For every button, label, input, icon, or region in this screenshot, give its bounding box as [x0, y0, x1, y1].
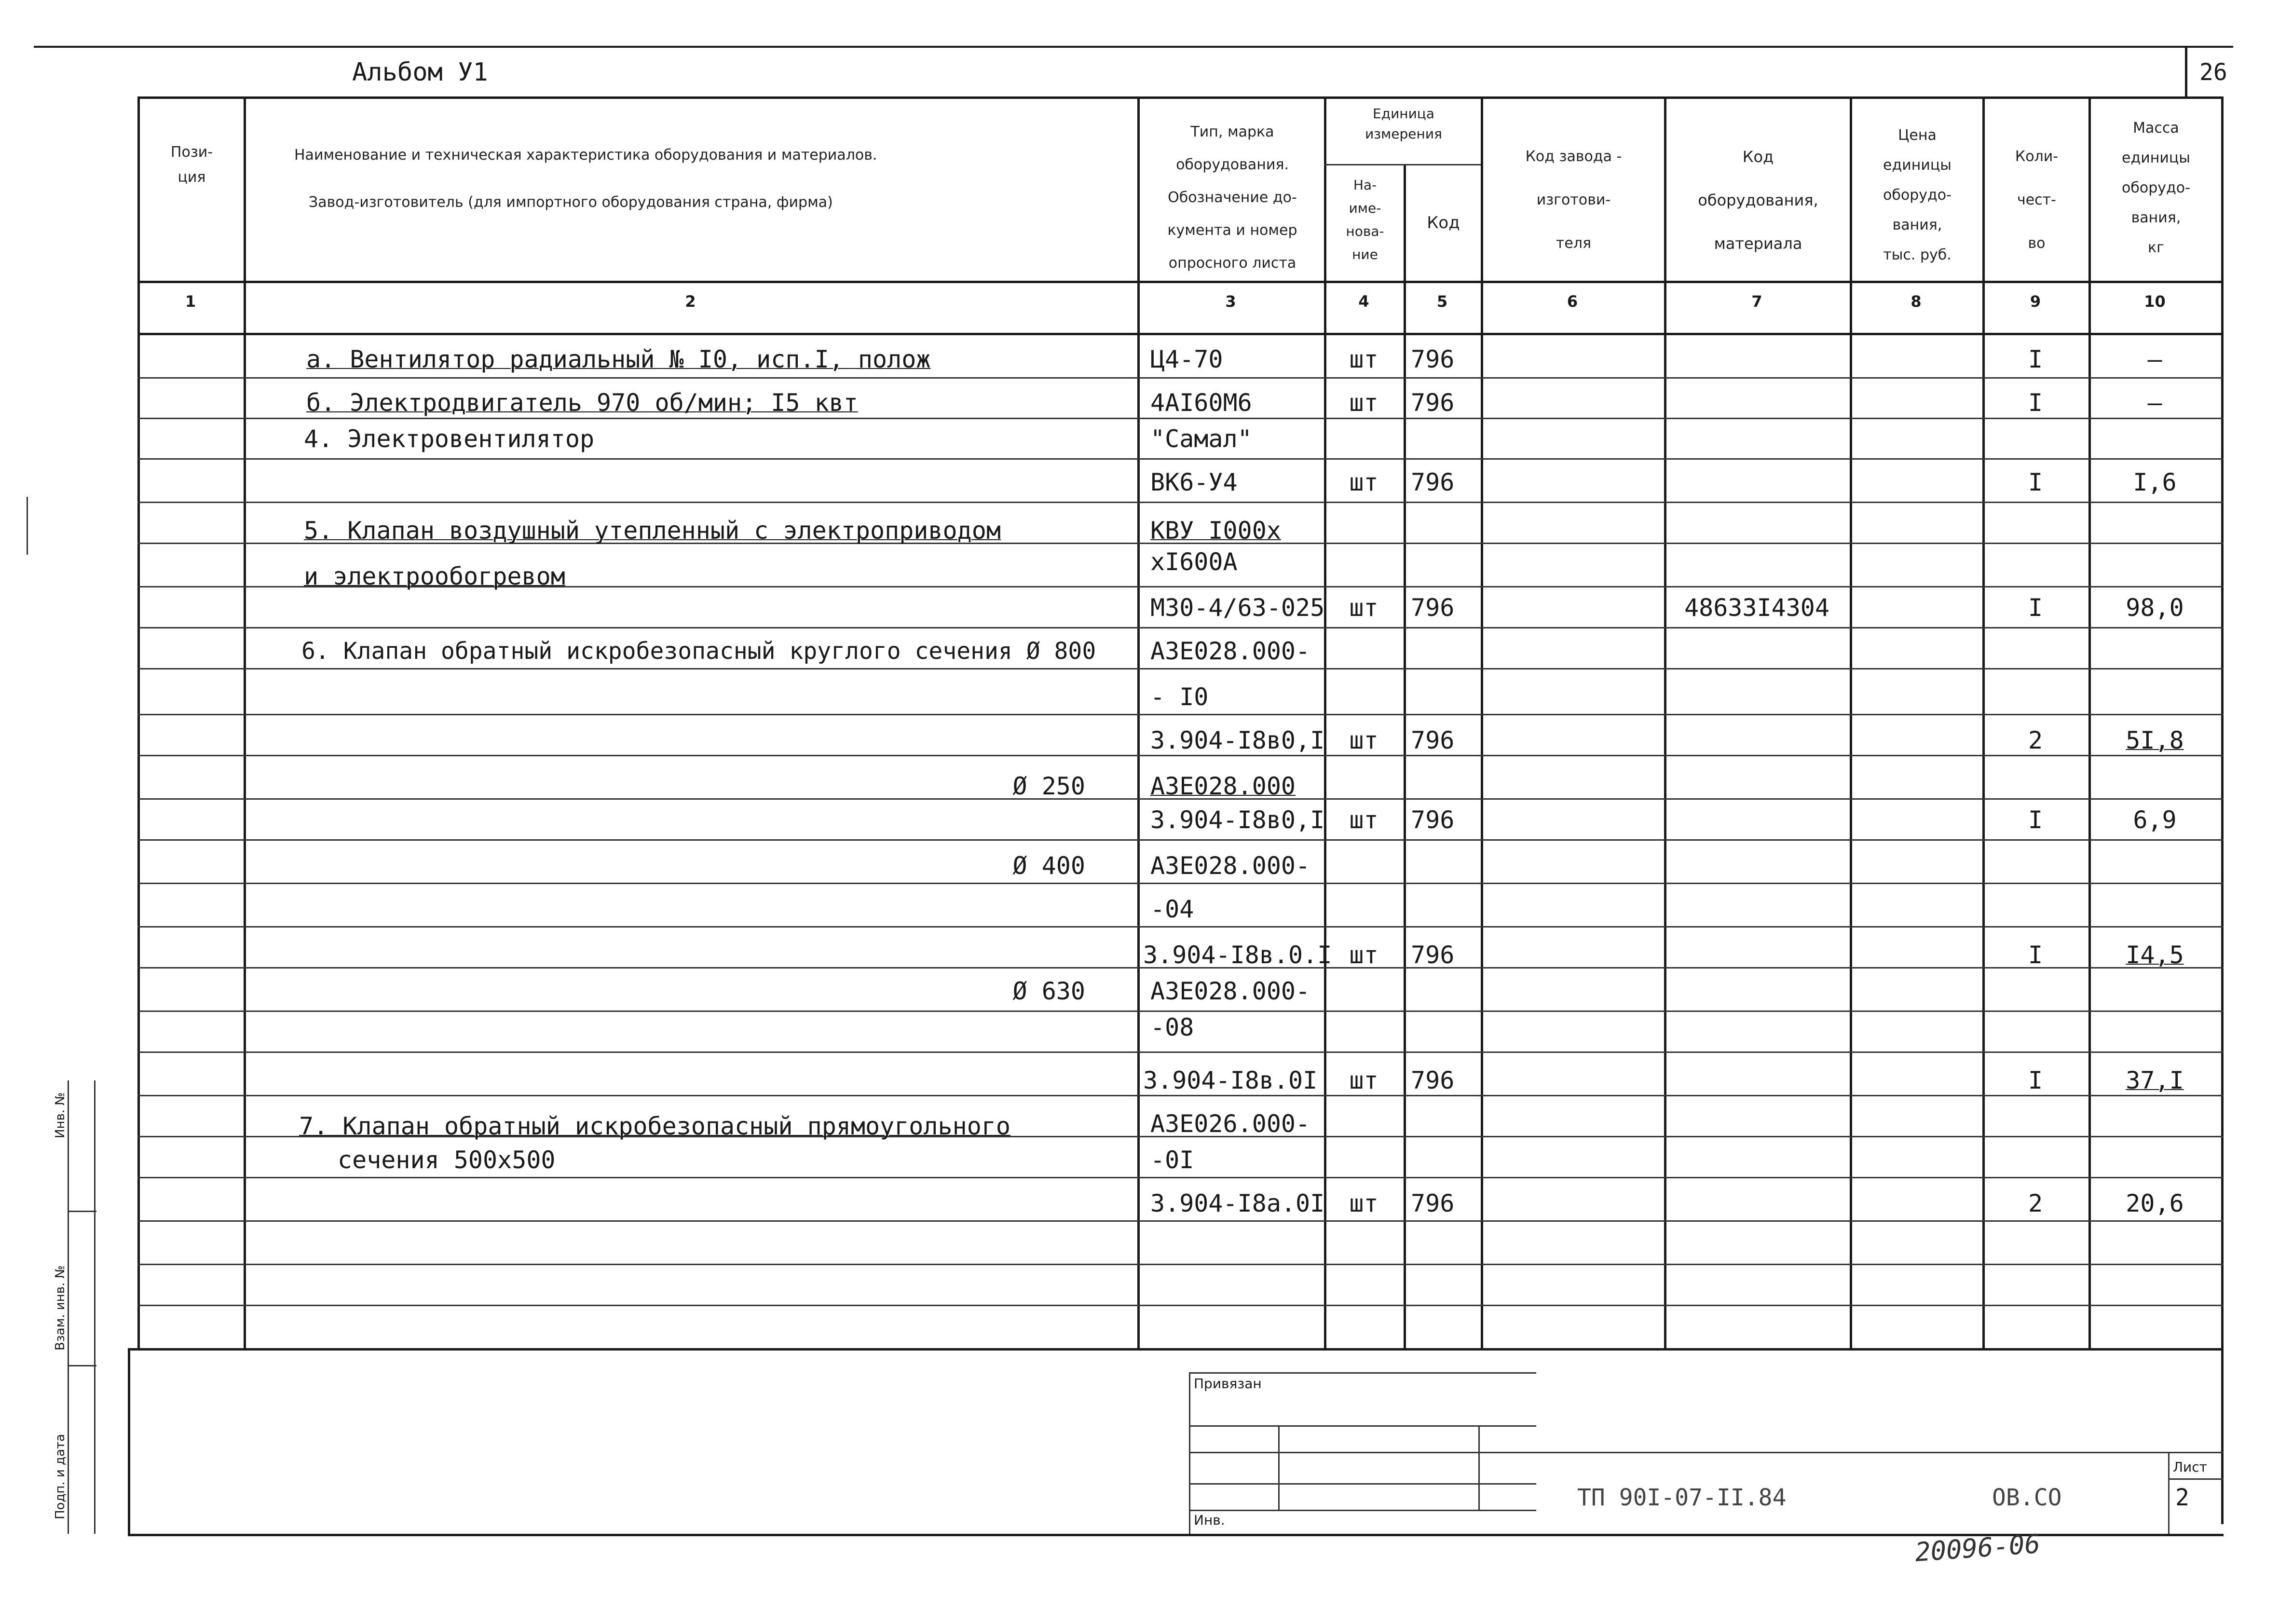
row-type: 4АI60М6 — [1150, 389, 1252, 417]
unit-group-divider — [1324, 164, 1481, 165]
row-qty: I — [2028, 941, 2043, 969]
stamp-vline — [1278, 1425, 1280, 1510]
row-code: 796 — [1411, 806, 1455, 834]
row-qty: I — [2028, 594, 2043, 622]
sheet-label: Лист — [2173, 1459, 2207, 1475]
row-type: 3.904-I8в.0.I — [1143, 941, 1332, 969]
margin-divider — [68, 1365, 96, 1366]
row-qty: I — [2028, 345, 2043, 373]
margin-inv-label: Инв. № — [53, 1092, 68, 1138]
row-qty: 2 — [2028, 726, 2043, 754]
row-unit: шт — [1349, 806, 1378, 834]
row-type: 3.904-I8в.0I — [1143, 1066, 1318, 1094]
row-line — [137, 668, 2224, 669]
row-qty: I — [2028, 1066, 2043, 1094]
stamp-docline — [1536, 1452, 2224, 1453]
row-type: ВК6-У4 — [1150, 468, 1238, 496]
col-line-0 — [137, 96, 140, 1348]
colnum-9: 9 — [2030, 292, 2041, 311]
col-line-6 — [1664, 96, 1666, 1348]
row-qty: I — [2028, 468, 2043, 496]
margin-divider — [68, 1211, 96, 1212]
row-line — [137, 1010, 2224, 1012]
colnum-2: 2 — [685, 292, 696, 311]
margin-line — [94, 1080, 96, 1534]
header-position: Пози- ция — [170, 144, 213, 186]
row-unit: шт — [1349, 594, 1378, 622]
row-name: 5. Клапан воздушный утепленный с электроприводом — [304, 517, 1001, 545]
col-line-2 — [1137, 96, 1140, 1348]
col-line-7 — [1850, 96, 1852, 1348]
row-unit: шт — [1349, 1189, 1378, 1217]
row-code: 796 — [1411, 1066, 1455, 1094]
row-line — [137, 883, 2224, 884]
colnum-3: 3 — [1225, 292, 1236, 311]
row-type: -0I — [1150, 1146, 1194, 1174]
row-line — [137, 458, 2224, 460]
header-unit-group: Единица измерения — [1365, 106, 1442, 142]
page-number: 26 — [2199, 59, 2227, 86]
row-type: А3Е026.000- — [1150, 1110, 1310, 1138]
row-name: 6. Клапан обратный искробезопасный круглого сечения Ø 800 — [301, 638, 1096, 665]
header-quantity: Коли- чест- во — [2015, 148, 2059, 252]
colnum-10: 10 — [2144, 292, 2166, 311]
row-type: хI600А — [1150, 548, 1238, 576]
row-name: и электрообогревом — [304, 562, 565, 590]
stamp-bottom-border — [128, 1534, 2224, 1536]
archive-number: 20096-06 — [1914, 1528, 2041, 1568]
row-qty: 2 — [2028, 1189, 2043, 1217]
row-line — [137, 1305, 2224, 1306]
row-line — [137, 839, 2224, 841]
row-line — [137, 1220, 2224, 1222]
section-code: ОВ.СО — [1992, 1484, 2062, 1511]
row-type: -04 — [1150, 895, 1194, 923]
doc-code: ТП 90I-07-II.84 — [1577, 1484, 1787, 1511]
header-plant-code: Код завода - изготови- теля — [1525, 148, 1622, 252]
row-type: 3.904-I8а.0I — [1150, 1189, 1325, 1217]
col-line-1 — [244, 96, 246, 1348]
row-type: - I0 — [1150, 683, 1209, 711]
row-line — [137, 755, 2224, 756]
row-type: КВУ I000х — [1150, 517, 1281, 545]
stamp-vline — [1189, 1372, 1190, 1534]
header-mass: Масса единицы оборудо- вания, кг — [2122, 120, 2190, 256]
margin-sign-label: Подп. и дата — [53, 1433, 68, 1519]
header-type: Тип, марка оборудования. Обозначение до- кумента и номер опросного листа — [1167, 123, 1297, 272]
col-line-5 — [1481, 96, 1483, 1348]
row-line — [137, 1264, 2224, 1265]
row-type: 3.904-I8в0,I — [1150, 806, 1325, 834]
row-mass: 37,I — [2126, 1066, 2184, 1094]
table-bottom-border — [128, 1348, 2224, 1351]
row-mass: 5I,8 — [2126, 726, 2184, 754]
row-unit: шт — [1349, 345, 1378, 373]
row-name: сечения 500х500 — [338, 1146, 556, 1174]
row-mass: – — [2147, 345, 2162, 373]
stamp-line — [1189, 1452, 1536, 1453]
row-mass: – — [2147, 389, 2162, 417]
row-unit: шт — [1349, 389, 1378, 417]
row-line — [137, 714, 2224, 715]
row-type: А3Е028.000- — [1150, 637, 1310, 665]
margin-orig-label: Взам. инв. № — [53, 1265, 68, 1351]
row-line — [137, 418, 2224, 419]
row-line — [137, 1177, 2224, 1178]
stamp-line — [1189, 1510, 1536, 1511]
row-name: Ø 400 — [1012, 852, 1085, 880]
col-line-9 — [2088, 96, 2091, 1348]
stamp-line — [1189, 1372, 1536, 1374]
sheet-box-line — [2168, 1452, 2170, 1534]
sheet-number: 2 — [2175, 1484, 2189, 1511]
col-line-8 — [1982, 96, 1985, 1348]
table-top-border — [137, 96, 2224, 99]
row-type: М30-4/63-025 — [1150, 594, 1325, 622]
colnum-4: 4 — [1358, 292, 1369, 311]
col-line-10 — [2221, 96, 2224, 1524]
row-unit: шт — [1349, 1066, 1378, 1094]
row-type: 3.904-I8в0,I — [1150, 726, 1325, 754]
sheet-box-divider — [2168, 1478, 2224, 1480]
row-mass: I,6 — [2133, 468, 2177, 496]
row-mass: 98,0 — [2126, 594, 2184, 622]
colnum-1: 1 — [185, 292, 196, 311]
row-name: а. Вентилятор радиальный № I0, исп.I, полож — [306, 345, 931, 373]
stamp-left-border — [128, 1348, 130, 1536]
row-type: А3Е028.000- — [1150, 977, 1310, 1005]
album-title: Альбом У1 — [352, 58, 488, 87]
header-name-line1: Наименование и техническая характеристика оборудования и материалов. — [294, 147, 877, 164]
row-unit: шт — [1349, 468, 1378, 496]
row-code: 796 — [1411, 726, 1455, 754]
top-rule — [34, 46, 2233, 48]
stamp-vline — [1478, 1425, 1480, 1510]
row-type: "Самал" — [1150, 425, 1252, 453]
row-qty: I — [2028, 806, 2043, 834]
colnum-6: 6 — [1567, 292, 1578, 311]
row-code: 796 — [1411, 468, 1455, 496]
margin-line — [68, 1080, 69, 1534]
row-type: Ц4-70 — [1150, 345, 1223, 373]
header-equipment-code: Код оборудования, материала — [1698, 148, 1818, 253]
row-type: А3Е028.000- — [1150, 852, 1310, 880]
row-mass: 6,9 — [2133, 806, 2177, 834]
colnum-5: 5 — [1436, 292, 1448, 311]
row-line — [137, 926, 2224, 928]
row-line — [137, 1051, 2224, 1053]
colnum-8: 8 — [1911, 292, 1922, 311]
row-code: 796 — [1411, 1189, 1455, 1217]
row-code: 796 — [1411, 594, 1455, 622]
colnum-7: 7 — [1751, 292, 1762, 311]
row-name: Ø 250 — [1012, 772, 1085, 800]
header-unit-code: Код — [1427, 213, 1460, 232]
row-code: 796 — [1411, 389, 1455, 417]
row-name: 4. Электровентилятор — [304, 425, 595, 453]
row-line — [137, 627, 2224, 628]
row-type: А3Е028.000 — [1150, 772, 1296, 800]
stamp-line — [1189, 1425, 1536, 1427]
row-type: -08 — [1150, 1013, 1194, 1041]
stamp-line — [1189, 1483, 1536, 1485]
row-unit: шт — [1349, 941, 1378, 969]
row-name: Ø 630 — [1012, 977, 1085, 1005]
page-number-box-line — [2185, 46, 2187, 96]
row-qty: I — [2028, 389, 2043, 417]
col-line-3 — [1324, 96, 1326, 1348]
stamp-approved-label: Привязан — [1194, 1376, 1262, 1392]
header-unit-name: На- име- нова- ние — [1346, 177, 1384, 262]
column-number-bottom-border — [137, 333, 2224, 335]
row-code: 796 — [1411, 345, 1455, 373]
row-equipment-code: 48633I4304 — [1684, 594, 1830, 622]
row-line — [137, 1095, 2224, 1096]
header-price: Цена единицы оборудо- вания, тыс. руб. — [1883, 127, 1951, 263]
row-code: 796 — [1411, 941, 1455, 969]
header-bottom-border — [137, 281, 2224, 283]
margin-mark — [27, 497, 28, 555]
stamp-inv-label: Инв. — [1194, 1512, 1225, 1528]
row-line — [137, 377, 2224, 379]
header-name-line2: Завод-изготовитель (для импортного оборудования страна, фирма) — [309, 194, 833, 211]
row-unit: шт — [1349, 726, 1378, 754]
row-name: б. Электродвигатель 970 об/мин; I5 квт — [306, 389, 858, 417]
row-mass: 20,6 — [2126, 1189, 2184, 1217]
row-line — [137, 502, 2224, 503]
row-mass: I4,5 — [2126, 941, 2184, 969]
row-name: 7. Клапан обратный искробезопасный прямоугольного — [299, 1112, 1011, 1140]
